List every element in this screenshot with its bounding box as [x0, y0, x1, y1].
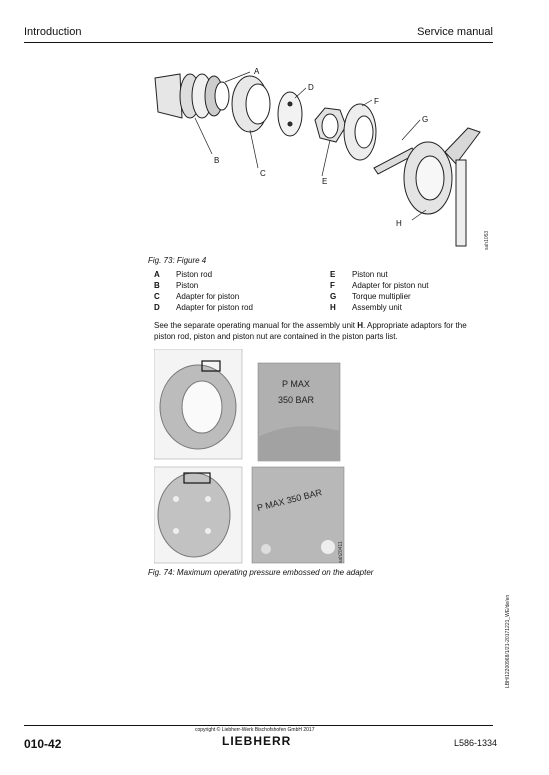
emboss-line-1: P MAX: [282, 379, 310, 389]
emboss-line-2: 350 BAR: [278, 395, 315, 405]
figure-73-illustration: [150, 60, 496, 256]
callout-b: B: [214, 156, 220, 165]
figure-74-caption: Fig. 74: Maximum operating pressure embossed on the adapter: [148, 568, 374, 577]
page-number: 010-42: [24, 737, 62, 751]
header-section: Introduction: [24, 26, 82, 38]
legend-right: [330, 269, 429, 313]
side-document-code: [500, 530, 512, 690]
document-code: L586-1334: [454, 738, 498, 748]
footer-rule: [24, 725, 493, 726]
callout-e: E: [322, 177, 328, 186]
header-rule: [24, 42, 493, 43]
callout-d: D: [308, 83, 314, 92]
callout-h: H: [396, 219, 402, 228]
legend-row: A Piston rod: [154, 270, 213, 279]
legend-row: F Adapter for piston nut: [330, 281, 429, 290]
figure-74-photos: [154, 349, 350, 567]
callout-f: F: [374, 97, 379, 106]
callout-a: A: [254, 67, 260, 76]
svg-text:LBH/12200968/1/21-20171221_WE/: LBH/12200968/1/21-20171221_WE/de/en: [505, 594, 511, 688]
figure-73-image-code: sah1053: [484, 230, 490, 250]
legend-left: [154, 269, 253, 313]
callout-c: C: [260, 169, 266, 178]
header-title: Service manual: [417, 26, 493, 38]
legend-row: C Adapter for piston: [154, 292, 240, 301]
callout-g: G: [422, 115, 429, 124]
figure-73-caption: Fig. 73: Figure 4: [148, 256, 207, 265]
body-paragraph: See the separate operating manual for the assembly unit H. Appropriate adaptors for the piston rod, piston and piston nut are contained in the piston parts list.: [154, 321, 467, 341]
legend-row: D Adapter for piston rod: [154, 303, 253, 312]
legend-row: G Torque multiplier: [330, 292, 411, 301]
legend-row: E Piston nut: [330, 270, 388, 279]
figure-74-image-code: sah20411: [338, 541, 344, 563]
brand-logo: LIEBHERR: [222, 734, 292, 748]
emboss-line-3: P MAX 350 BAR: [256, 487, 323, 513]
legend-row: H Assembly unit: [330, 303, 402, 312]
copyright-notice: copyright © Liebherr-Werk Bischofshofen GmbH 2017: [195, 727, 315, 733]
legend-row: B Piston: [154, 281, 199, 290]
